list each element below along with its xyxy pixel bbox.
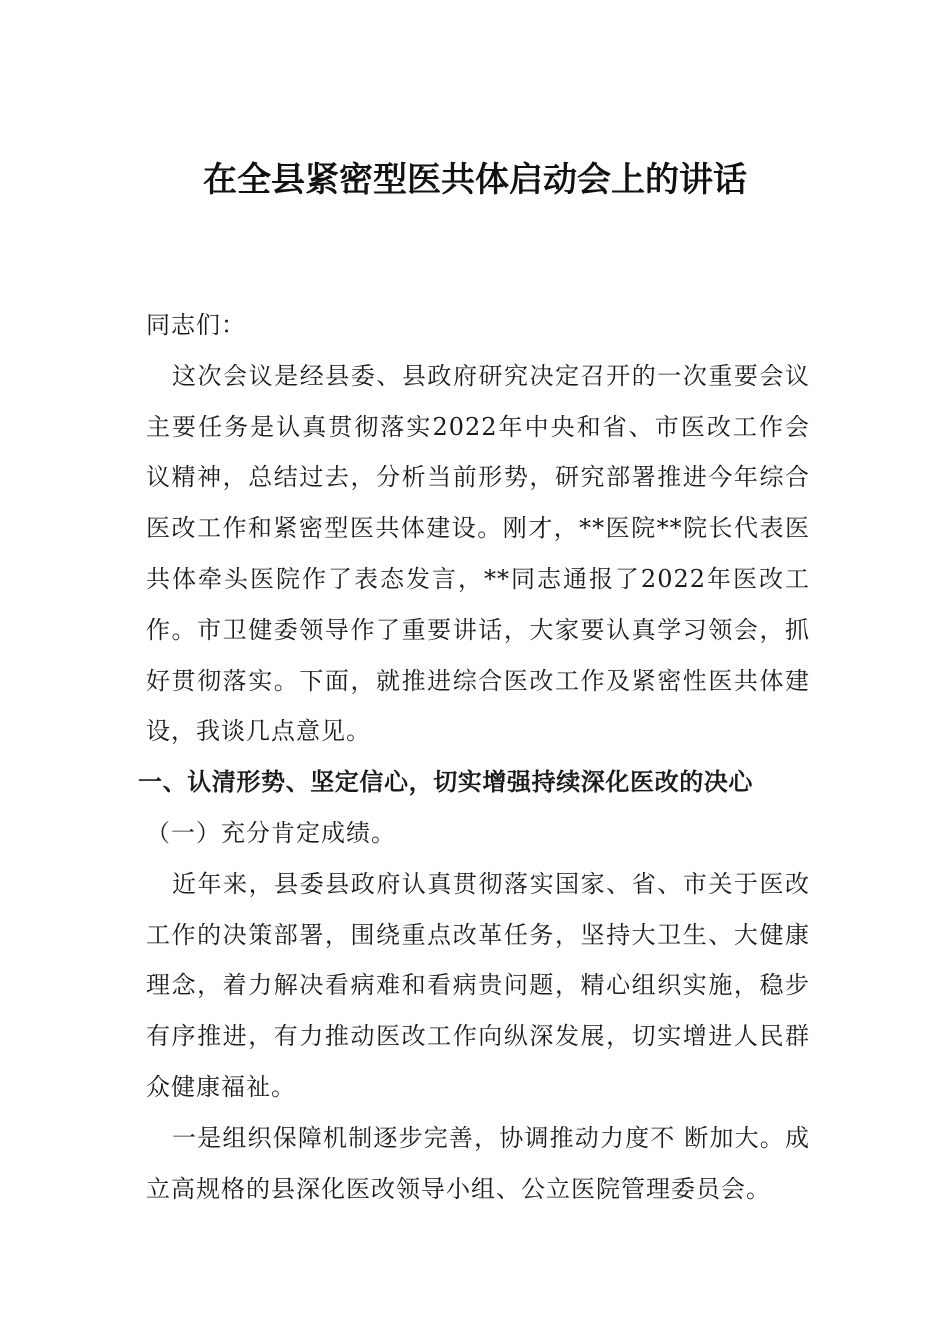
document-body: [138, 300, 810, 1214]
achievements-paragraph: 近年来，县委县政府认真贯彻落实国家、省、市关于医改工作的决策部署，围绕重点改革任务，坚持大卫生、大健康理念，着力解决看病难和看病贵问题，精心组织实施，稳步有序推进，有力推动医改工作向纵深发展，切实增进人民群众健康福祉。: [146, 869, 810, 1101]
intro-paragraph: 这次会议是经县委、县政府研究决定召开的一次重要会议主要任务是认真贯彻落实2022年中央和省、市医改工作会议精神，总结过去，分析当前形势，研究部署推进今年综合医改工作和紧密型医共体建设。刚才，**医院**院长代表医共体牵头医院作了表态发言，**同志通报了2022年医改工作。市卫健委领导作了重要讲话，大家要认真学习领会，抓好贯彻落实。下面，就推进综合医改工作及紧密性医共体建设，我谈几点意见。: [146, 361, 810, 746]
subsection-heading: （一）充分肯定成绩。: [146, 818, 396, 847]
organization-paragraph: 一是组织保障机制逐步完善，协调推动力度不 断加大。成立高规格的县深化医改领导小组、公立医院管理委员会。: [146, 1123, 810, 1203]
greeting: 同志们：: [146, 311, 246, 339]
section-heading: 一、认清形势、坚定信心，切实增强持续深化医改的决心: [138, 768, 753, 797]
document-title: 在全县紧密型医共体启动会上的讲话: [203, 160, 747, 200]
